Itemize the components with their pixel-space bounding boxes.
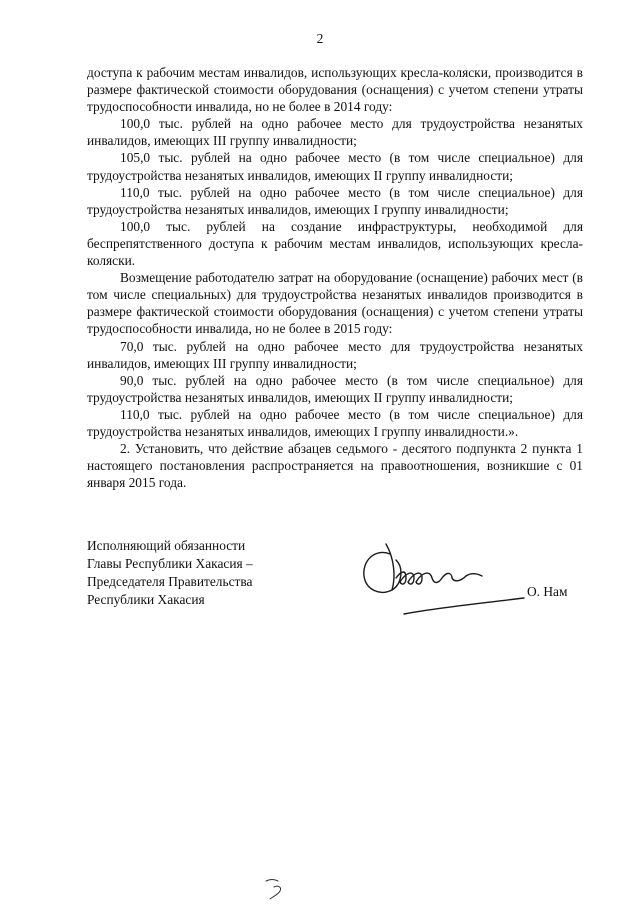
paragraph: 70,0 тыс. рублей на одно рабочее место для трудоустройства незанятых инвалидов, имеющих III группу инвалидности; [87, 338, 583, 371]
paragraph: 110,0 тыс. рублей на одно рабочее место (в том числе специальное) для трудоустройства незанятых инвалидов, имеющих I группу инвалидности.». [87, 406, 583, 439]
signatory-title-line: Республики Хакасия [87, 592, 205, 607]
paragraph: доступа к рабочим местам инвалидов, использующих кресла-коляски, производится в размере фактической стоимости оборудования (оснащения) с учетом степени утраты трудоспособности инвалида, но не более в 2014 году: [87, 65, 583, 115]
paragraph: 100,0 тыс. рублей на создание инфраструктуры, необходимой для беспрепятственного доступа к рабочим местам инвалидов, использующих кресла-коляски. [87, 218, 583, 269]
paragraph: 105,0 тыс. рублей на одно рабочее место (в том числе специальное) для трудоустройства незанятых инвалидов, имеющих II группу инвалидности; [87, 150, 583, 183]
paragraph: 100,0 тыс. рублей на одно рабочее место для трудоустройства незанятых инвалидов, имеющих III группу инвалидности; [87, 116, 583, 149]
paragraph: Возмещение работодателю затрат на оборудование (оснащение) рабочих мест (в том числе специальных) для трудоустройства незанятых инвалидов производится в размере фактической стоимости оборудования (оснащения) с учетом степени утраты трудоспособности инвалида, но не более в 2015 году: [87, 270, 583, 337]
page-number: 2 [316, 31, 324, 46]
paragraph: 110,0 тыс. рублей на одно рабочее место (в том числе специальное) для трудоустройства незанятых инвалидов, имеющих I группу инвалидности; [87, 184, 583, 217]
paragraph: 90,0 тыс. рублей на одно рабочее место (в том числе специальное) для трудоустройства незанятых инвалидов, имеющих II группу инвалидности; [87, 372, 583, 405]
signatory-name: О. Нам [527, 584, 568, 599]
handwritten-mark [262, 875, 288, 901]
handwritten-signature [356, 538, 526, 618]
paragraph: 2. Установить, что действие абзацев седьмого - десятого подпункта 2 пункта 1 настоящего постановления распространяется на правоотношения, возникшие с 01 января 2015 года. [87, 441, 583, 491]
document-body [87, 64, 583, 491]
signatory-title-line: Исполняющий обязанности [87, 538, 246, 553]
signatory-title [87, 537, 253, 609]
signatory-title-line: Главы Республики Хакасия – [87, 556, 253, 571]
signatory-title-line: Председателя Правительства [87, 574, 253, 589]
